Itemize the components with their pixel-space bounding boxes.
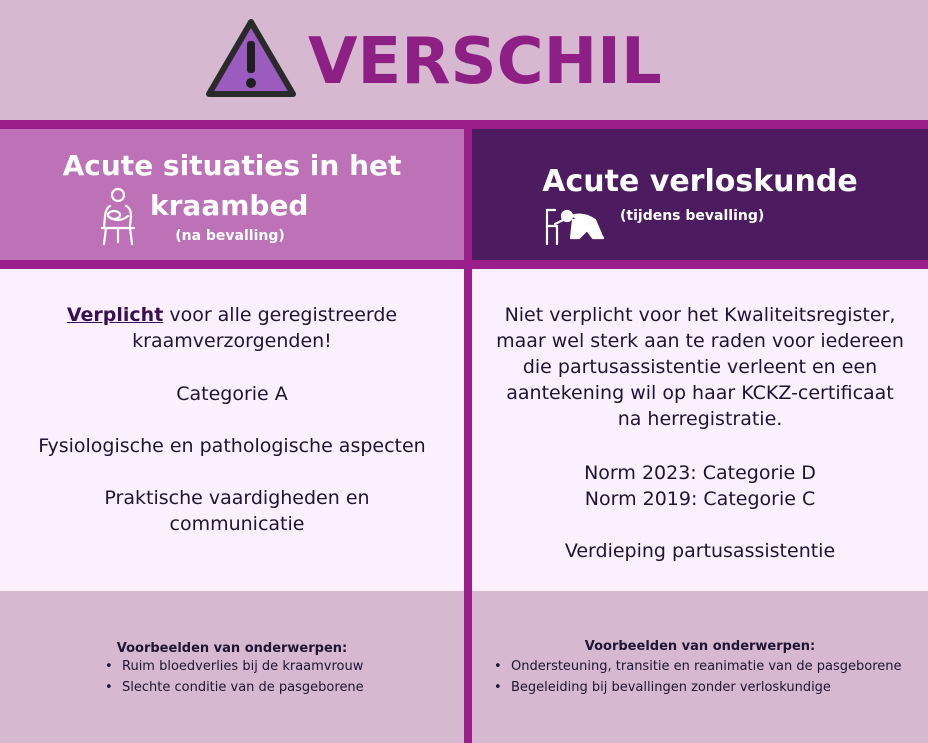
column-divider	[464, 120, 472, 743]
left-title-line2: kraambed	[150, 189, 309, 222]
left-skills: Praktische vaardigheden en communicatie	[104, 487, 370, 535]
list-item: • Ondersteuning, transitie en reanimatie van de pasgeborene	[492, 656, 902, 677]
right-norm-2019: Norm 2019: Categorie C	[584, 488, 816, 510]
mother-with-baby-icon	[96, 186, 140, 246]
left-title-line1: Acute situaties in het	[62, 149, 402, 182]
left-examples-title: Voorbeelden van onderwerpen:	[116, 641, 348, 656]
page-title: VERSCHIL	[308, 25, 662, 99]
labour-position-icon	[543, 202, 613, 246]
right-examples-title: Voorbeelden van onderwerpen:	[584, 639, 816, 654]
list-item: • Begeleiding bij bevallingen zonder verloskundige	[492, 677, 902, 698]
required-word: Verplicht	[66, 304, 164, 326]
right-norm-2023: Norm 2023: Categorie D	[584, 462, 816, 484]
left-category: Categorie A	[176, 383, 288, 405]
right-examples-list	[492, 656, 902, 698]
left-required-text	[20, 302, 444, 354]
left-subtitle: (na bevalling)	[175, 228, 285, 244]
left-examples-list	[103, 656, 364, 698]
right-intro: Niet verplicht voor het Kwaliteitsregister, maar wel sterk aan te raden voor iedereen die partusassistentie verleent en een aantekening wil op haar KCKZ-certificaat na herregistratie.	[496, 304, 904, 430]
right-subtitle: (tijdens bevalling)	[620, 208, 765, 224]
list-item: • Slechte conditie van de pasgeborene	[103, 677, 364, 698]
list-item: • Ruim bloedverlies bij de kraamvrouw	[103, 656, 364, 677]
warning-triangle-icon	[205, 17, 297, 99]
required-rest: voor alle geregistreerde kraamverzorgenden!	[132, 304, 398, 352]
right-deepening: Verdieping partusassistentie	[564, 540, 836, 562]
right-title: Acute verloskunde	[542, 164, 858, 199]
left-aspects: Fysiologische en pathologische aspecten	[38, 435, 426, 457]
